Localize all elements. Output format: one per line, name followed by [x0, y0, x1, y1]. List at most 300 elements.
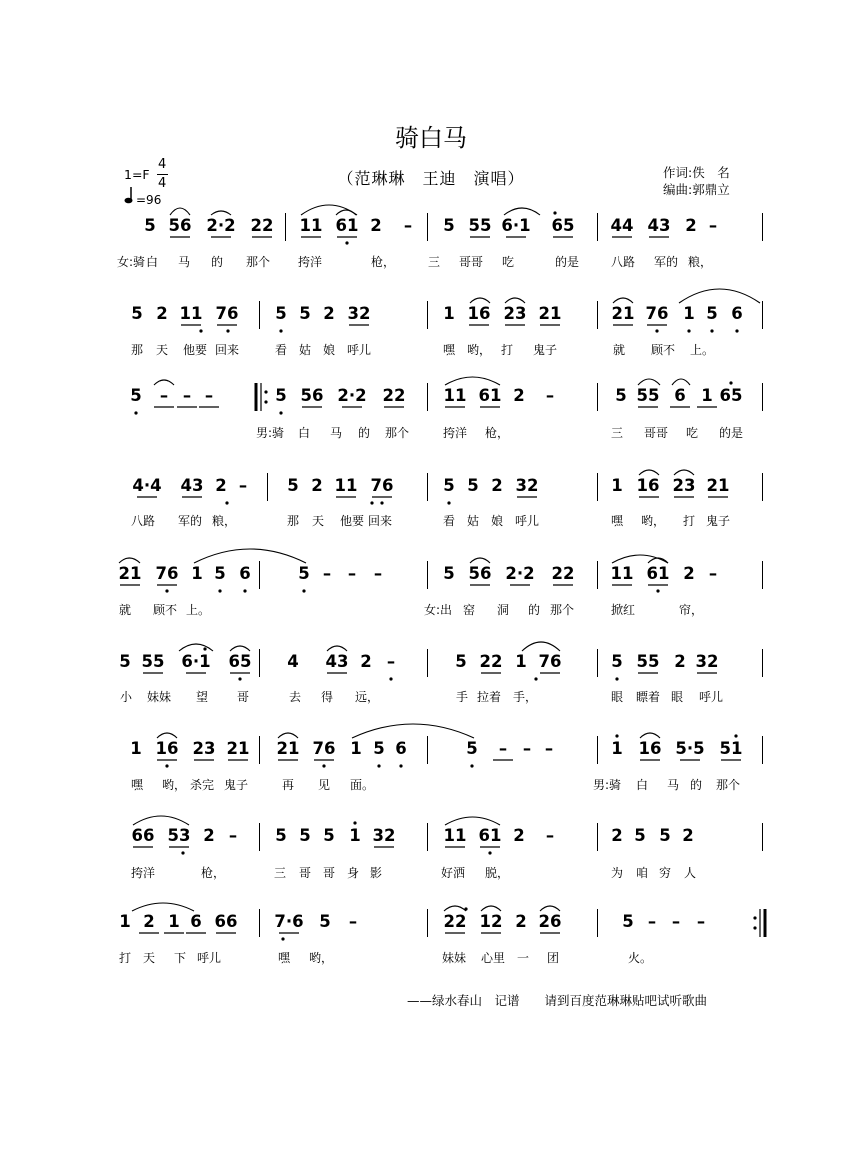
octave-dot — [322, 764, 325, 767]
lyric-syllable: 帘， — [679, 603, 704, 617]
lyric-syllable: 那个 — [550, 603, 575, 617]
note: 5 — [275, 386, 287, 405]
note: 2 — [143, 912, 155, 931]
note: 1 — [168, 912, 180, 931]
note: 32 — [372, 826, 396, 845]
octave-dot — [377, 764, 380, 767]
lyric-syllable: 远， — [355, 690, 380, 704]
note: 1 — [683, 304, 695, 323]
lyric-syllable: 的是 — [719, 426, 744, 440]
lyric-syllable: 他要 — [340, 514, 365, 528]
lyric-syllable: 那 — [287, 514, 300, 528]
octave-dot — [534, 677, 537, 680]
lyricist-credit: 作词:佚 名 — [663, 165, 730, 180]
note: 5 — [119, 652, 131, 671]
lyric-syllable: 好洒 — [441, 866, 466, 880]
lyric-syllable: 吃 — [686, 426, 699, 440]
note: 2 — [515, 912, 527, 931]
lyric-syllable: 挎洋 — [298, 255, 323, 269]
octave-dot — [687, 329, 690, 332]
note: 65 — [228, 652, 252, 671]
note: 76 — [370, 476, 394, 495]
octave-dot — [345, 241, 348, 244]
octave-dot — [279, 329, 282, 332]
lyric-syllable: 天 — [156, 343, 169, 357]
note: 56 — [468, 564, 492, 583]
octave-dot — [181, 851, 184, 854]
lyric-syllable: 三 — [428, 255, 441, 269]
lyric-syllable: 就 — [613, 343, 626, 357]
note: 76 — [215, 304, 239, 323]
note: 61 — [478, 826, 502, 845]
note: 61 — [335, 216, 359, 235]
lyric-syllable: 身 — [347, 866, 360, 880]
note: 26 — [538, 912, 562, 931]
note: 6 — [674, 386, 686, 405]
slur-arc — [119, 558, 140, 563]
lyric-syllable: 打 — [501, 343, 514, 357]
slur-arc — [504, 208, 540, 215]
note: 5 — [443, 216, 455, 235]
lyric-syllable: 手 — [456, 690, 469, 704]
lyric-syllable: 嘿 — [131, 778, 144, 792]
note: 21 — [118, 564, 142, 583]
note: – — [671, 912, 681, 931]
lyric-syllable: 哟， — [467, 343, 492, 357]
lyric-syllable: 天 — [143, 951, 156, 965]
note: 2 — [360, 652, 372, 671]
slur-arc — [612, 555, 668, 563]
note: 5 — [130, 386, 142, 405]
note: 2 — [513, 826, 525, 845]
note: – — [498, 739, 508, 758]
note: 2 — [203, 826, 215, 845]
note: 5·5 — [675, 739, 705, 758]
note: 21 — [538, 304, 562, 323]
lyric-syllable: 娘 — [491, 514, 504, 528]
note: 43 — [180, 476, 204, 495]
slur-arc — [679, 289, 760, 303]
slur-arc — [674, 470, 694, 475]
lyric-syllable: 手， — [513, 690, 538, 704]
meter-denominator: 4 — [158, 176, 167, 191]
note: – — [708, 216, 718, 235]
note: – — [522, 739, 532, 758]
note: 56 — [300, 386, 324, 405]
octave-dot — [225, 501, 228, 504]
slur-arc — [230, 646, 250, 651]
lyric-syllable: 再 — [282, 778, 295, 792]
octave-dot — [735, 329, 738, 332]
lyric-syllable: 去 — [289, 690, 302, 704]
note: 1 — [701, 386, 713, 405]
note: 5 — [131, 304, 143, 323]
note: – — [204, 386, 214, 405]
lyric-syllable: 姑 — [299, 343, 312, 357]
note: 76 — [155, 564, 179, 583]
lyric-syllable: 的 — [358, 426, 371, 440]
octave-dot — [380, 501, 383, 504]
note: 21 — [611, 304, 635, 323]
note: 5 — [622, 912, 634, 931]
slur-arc — [444, 906, 466, 911]
slur-arc — [133, 816, 189, 825]
note: 44 — [610, 216, 634, 235]
note: 5 — [611, 652, 623, 671]
lyric-syllable: 枪， — [371, 255, 396, 269]
lyric-syllable: 心里 — [481, 951, 506, 965]
note: 21 — [276, 739, 300, 758]
lyric-syllable: 下 — [174, 951, 187, 965]
note: – — [322, 564, 332, 583]
octave-dot — [464, 907, 467, 910]
note: 21 — [226, 739, 250, 758]
lyric-syllable: 脱， — [485, 866, 510, 880]
octave-dot — [279, 411, 282, 414]
lyric-syllable: 吃 — [502, 255, 515, 269]
note: 22 — [479, 652, 503, 671]
lyric-syllable: 火。 — [628, 951, 653, 965]
note: 22 — [382, 386, 406, 405]
octave-dot — [389, 677, 392, 680]
note: 2·2 — [337, 386, 367, 405]
lyric-syllable: 拉着 — [477, 690, 502, 704]
slur-arc — [639, 470, 659, 475]
note: 5 — [214, 564, 226, 583]
note: 6 — [190, 912, 202, 931]
octave-dot — [165, 764, 168, 767]
lyric-syllable: 回来 — [368, 514, 393, 528]
note: 65 — [551, 216, 575, 235]
note: 6 — [731, 304, 743, 323]
note: 66 — [131, 826, 155, 845]
lyric-syllable: 看 — [275, 343, 288, 357]
note: 76 — [312, 739, 336, 758]
lyric-syllable: 呼儿 — [347, 343, 372, 357]
note: 16 — [155, 739, 179, 758]
lyric-syllable: 呼儿 — [197, 951, 222, 965]
slur-arc — [613, 298, 633, 303]
note: 5 — [298, 564, 310, 583]
slur-arc — [470, 558, 490, 563]
lyric-syllable: 粮， — [688, 255, 713, 269]
note: 1 — [443, 304, 455, 323]
note: – — [228, 826, 238, 845]
lyric-syllable: 顾不 — [153, 603, 178, 617]
note: 11 — [179, 304, 203, 323]
slur-arc — [445, 817, 500, 825]
note: 16 — [636, 476, 660, 495]
slur-arc — [638, 379, 660, 385]
note: 16 — [638, 739, 662, 758]
slur-arc — [505, 298, 525, 303]
lyric-syllable: 得 — [321, 690, 334, 704]
note: 16 — [467, 304, 491, 323]
note: 5 — [299, 826, 311, 845]
octave-dot — [655, 329, 658, 332]
octave-dot — [281, 937, 284, 940]
note: 5 — [466, 739, 478, 758]
slur-arc — [170, 208, 190, 215]
note: – — [373, 564, 383, 583]
lyric-syllable: 马 — [330, 426, 343, 440]
note: 2·2 — [206, 216, 236, 235]
lyric-syllable: 望 — [196, 690, 209, 704]
note: 4·4 — [132, 476, 162, 495]
song-title: 骑白马 — [395, 124, 467, 152]
note: 7·6 — [274, 912, 304, 931]
lyric-syllable: 娘 — [323, 343, 336, 357]
note: 12 — [479, 912, 503, 931]
slur-arc — [132, 903, 194, 911]
slur-arc — [352, 724, 474, 738]
lyric-syllable: 妹妹 — [147, 690, 172, 704]
lyric-syllable: 哥 — [323, 866, 336, 880]
octave-dot — [226, 329, 229, 332]
note: 5 — [467, 476, 479, 495]
note: 2 — [682, 826, 694, 845]
note: 66 — [214, 912, 238, 931]
note: 1 — [611, 739, 623, 758]
note: – — [159, 386, 169, 405]
note: 32 — [347, 304, 371, 323]
lyric-syllable: 穷 — [659, 866, 672, 880]
octave-dot — [238, 677, 241, 680]
note: 55 — [468, 216, 492, 235]
lyric-syllable: 的是 — [555, 255, 580, 269]
note: 43 — [647, 216, 671, 235]
note: 2 — [323, 304, 335, 323]
lyric-syllable: 妹妹 — [442, 951, 467, 965]
note: 11 — [610, 564, 634, 583]
octave-dot — [470, 764, 473, 767]
note: 5 — [634, 826, 646, 845]
note: 11 — [443, 386, 467, 405]
lyric-syllable: 天 — [312, 514, 325, 528]
lyric-syllable: 杀完 — [190, 778, 215, 792]
note: 53 — [167, 826, 191, 845]
note: 23 — [192, 739, 216, 758]
lyric-syllable: 呼儿 — [699, 690, 724, 704]
arranger-credit: 编曲:郭鼎立 — [663, 182, 730, 197]
lyric-syllable: 嘿 — [443, 343, 456, 357]
lyric-syllable: 粮， — [212, 514, 237, 528]
lyric-syllable: 眼 — [671, 690, 684, 704]
slur-arc — [540, 906, 560, 911]
lyric-syllable: 鬼子 — [533, 343, 558, 357]
lyric-syllable: 白 — [298, 426, 311, 440]
lyric-syllable: 三 — [611, 426, 624, 440]
note: 2 — [491, 476, 503, 495]
note: 6 — [395, 739, 407, 758]
lyric-syllable: 那个 — [385, 426, 410, 440]
note: 2 — [683, 564, 695, 583]
lyric-syllable: 挎洋 — [131, 866, 156, 880]
note: 4 — [287, 652, 299, 671]
lyric-syllable: 八路 — [611, 255, 636, 269]
note: 5 — [373, 739, 385, 758]
lyric-syllable: 瞟着 — [636, 690, 661, 704]
lyric-syllable: 打 — [119, 951, 132, 965]
lyric-syllable: 掀红 — [611, 603, 636, 617]
note: 2 — [215, 476, 227, 495]
lyric-syllable: 哥哥 — [459, 255, 484, 269]
note: 55 — [636, 652, 660, 671]
lyric-syllable: 那个 — [246, 255, 271, 269]
slur-arc — [154, 380, 174, 385]
note: 1 — [191, 564, 203, 583]
note: 61 — [646, 564, 670, 583]
slur-arc — [522, 642, 560, 651]
note: 5 — [443, 476, 455, 495]
tempo-marking: =96 — [136, 193, 162, 207]
meter-numerator: 4 — [158, 157, 167, 172]
note: 6·1 — [501, 216, 531, 235]
note: 32 — [695, 652, 719, 671]
lyric-syllable: 嘿 — [611, 514, 624, 528]
note: 5 — [706, 304, 718, 323]
lyric-syllable: 面。 — [350, 778, 375, 792]
slur-arc — [672, 379, 690, 385]
lyric-syllable: 影 — [370, 866, 383, 880]
note: 5 — [287, 476, 299, 495]
lyric-syllable: 哟， — [309, 951, 334, 965]
octave-dot — [399, 764, 402, 767]
lyric-syllable: 鬼子 — [706, 514, 731, 528]
note: – — [403, 216, 413, 235]
note: 2·2 — [505, 564, 535, 583]
lyric-syllable: 小 — [120, 690, 133, 704]
lyric-syllable: 为 — [611, 866, 624, 880]
note: 2 — [156, 304, 168, 323]
octave-dot — [734, 734, 737, 737]
note: – — [182, 386, 192, 405]
note: 1 — [130, 739, 142, 758]
lyric-syllable: 鬼子 — [224, 778, 249, 792]
note: 5 — [455, 652, 467, 671]
note: 43 — [325, 652, 349, 671]
note: 1 — [515, 652, 527, 671]
note: 2 — [513, 386, 525, 405]
lyric-syllable: 打 — [683, 514, 696, 528]
lyric-syllable: 哥哥 — [644, 426, 669, 440]
lyric-syllable: 上。 — [186, 603, 211, 617]
lyric-syllable: 看 — [443, 514, 456, 528]
lyric-syllable: 男:骑 — [593, 778, 622, 792]
octave-dot — [353, 821, 356, 824]
lyric-syllable: 呼儿 — [515, 514, 540, 528]
lyric-syllable: 团 — [547, 951, 560, 965]
note: – — [647, 912, 657, 931]
note: 2 — [685, 216, 697, 235]
lyric-syllable: 人 — [684, 866, 697, 880]
octave-dot — [165, 589, 168, 592]
lyric-syllable: 白 — [146, 255, 159, 269]
note: 2 — [611, 826, 623, 845]
note: 5 — [323, 826, 335, 845]
lyric-syllable: 顾不 — [651, 343, 676, 357]
repeat-sign — [256, 383, 268, 411]
note: 55 — [141, 652, 165, 671]
note: 22 — [250, 216, 274, 235]
lyric-syllable: 就 — [119, 603, 132, 617]
lyric-syllable: 枪， — [201, 866, 226, 880]
note: 11 — [299, 216, 323, 235]
note: – — [348, 912, 358, 931]
lyric-syllable: 白 — [636, 778, 649, 792]
lyric-syllable: 枪， — [485, 426, 510, 440]
note: 22 — [443, 912, 467, 931]
note: – — [708, 564, 718, 583]
note: – — [347, 564, 357, 583]
octave-dot — [729, 381, 732, 384]
note: – — [386, 652, 396, 671]
note: 11 — [443, 826, 467, 845]
lyric-syllable: 他要 — [183, 343, 208, 357]
slur-arc — [445, 377, 500, 385]
lyric-syllable: 哥 — [237, 690, 250, 704]
footer-note: ——绿水春山 记谱 请到百度范琳琳贴吧试听歌曲 — [407, 993, 708, 1008]
lyric-syllable: 军的 — [178, 514, 203, 528]
octave-dot — [134, 411, 137, 414]
note: – — [544, 739, 554, 758]
note: 1 — [119, 912, 131, 931]
repeat-sign — [753, 909, 765, 937]
note: 56 — [168, 216, 192, 235]
slur-arc — [194, 549, 306, 563]
note: 2 — [370, 216, 382, 235]
lyric-syllable: 哟， — [641, 514, 666, 528]
note: 5 — [144, 216, 156, 235]
octave-dot — [218, 589, 221, 592]
octave-dot — [710, 329, 713, 332]
octave-dot — [243, 589, 246, 592]
note: 76 — [538, 652, 562, 671]
note: 5 — [299, 304, 311, 323]
lyric-syllable: 上。 — [690, 343, 715, 357]
octave-dot — [553, 211, 556, 214]
lyric-syllable: 女:出 — [424, 603, 453, 617]
octave-dot — [203, 647, 206, 650]
note: 23 — [672, 476, 696, 495]
lyric-syllable: 窑 — [463, 603, 476, 617]
lyric-syllable: 一 — [517, 951, 530, 965]
lyric-syllable: 马 — [178, 255, 191, 269]
lyric-syllable: 咱 — [636, 866, 649, 880]
lyric-syllable: 的 — [690, 778, 703, 792]
note: 23 — [503, 304, 527, 323]
slur-arc — [278, 733, 298, 738]
note: 55 — [636, 386, 660, 405]
note: 1 — [611, 476, 623, 495]
note: 61 — [478, 386, 502, 405]
lyric-syllable: 见 — [318, 778, 331, 792]
lyric-syllable: 哥 — [299, 866, 312, 880]
note: – — [545, 826, 555, 845]
note: 5 — [275, 826, 287, 845]
note: 6 — [239, 564, 251, 583]
lyric-syllable: 男:骑 — [256, 426, 285, 440]
lyric-syllable: 挎洋 — [443, 426, 468, 440]
note: 21 — [706, 476, 730, 495]
note: 5 — [319, 912, 331, 931]
octave-dot — [488, 851, 491, 854]
lyric-syllable: 哟， — [162, 778, 187, 792]
slur-arc — [211, 211, 231, 215]
octave-dot — [370, 501, 373, 504]
lyric-syllable: 眼 — [611, 690, 624, 704]
slur-arc — [481, 906, 501, 911]
